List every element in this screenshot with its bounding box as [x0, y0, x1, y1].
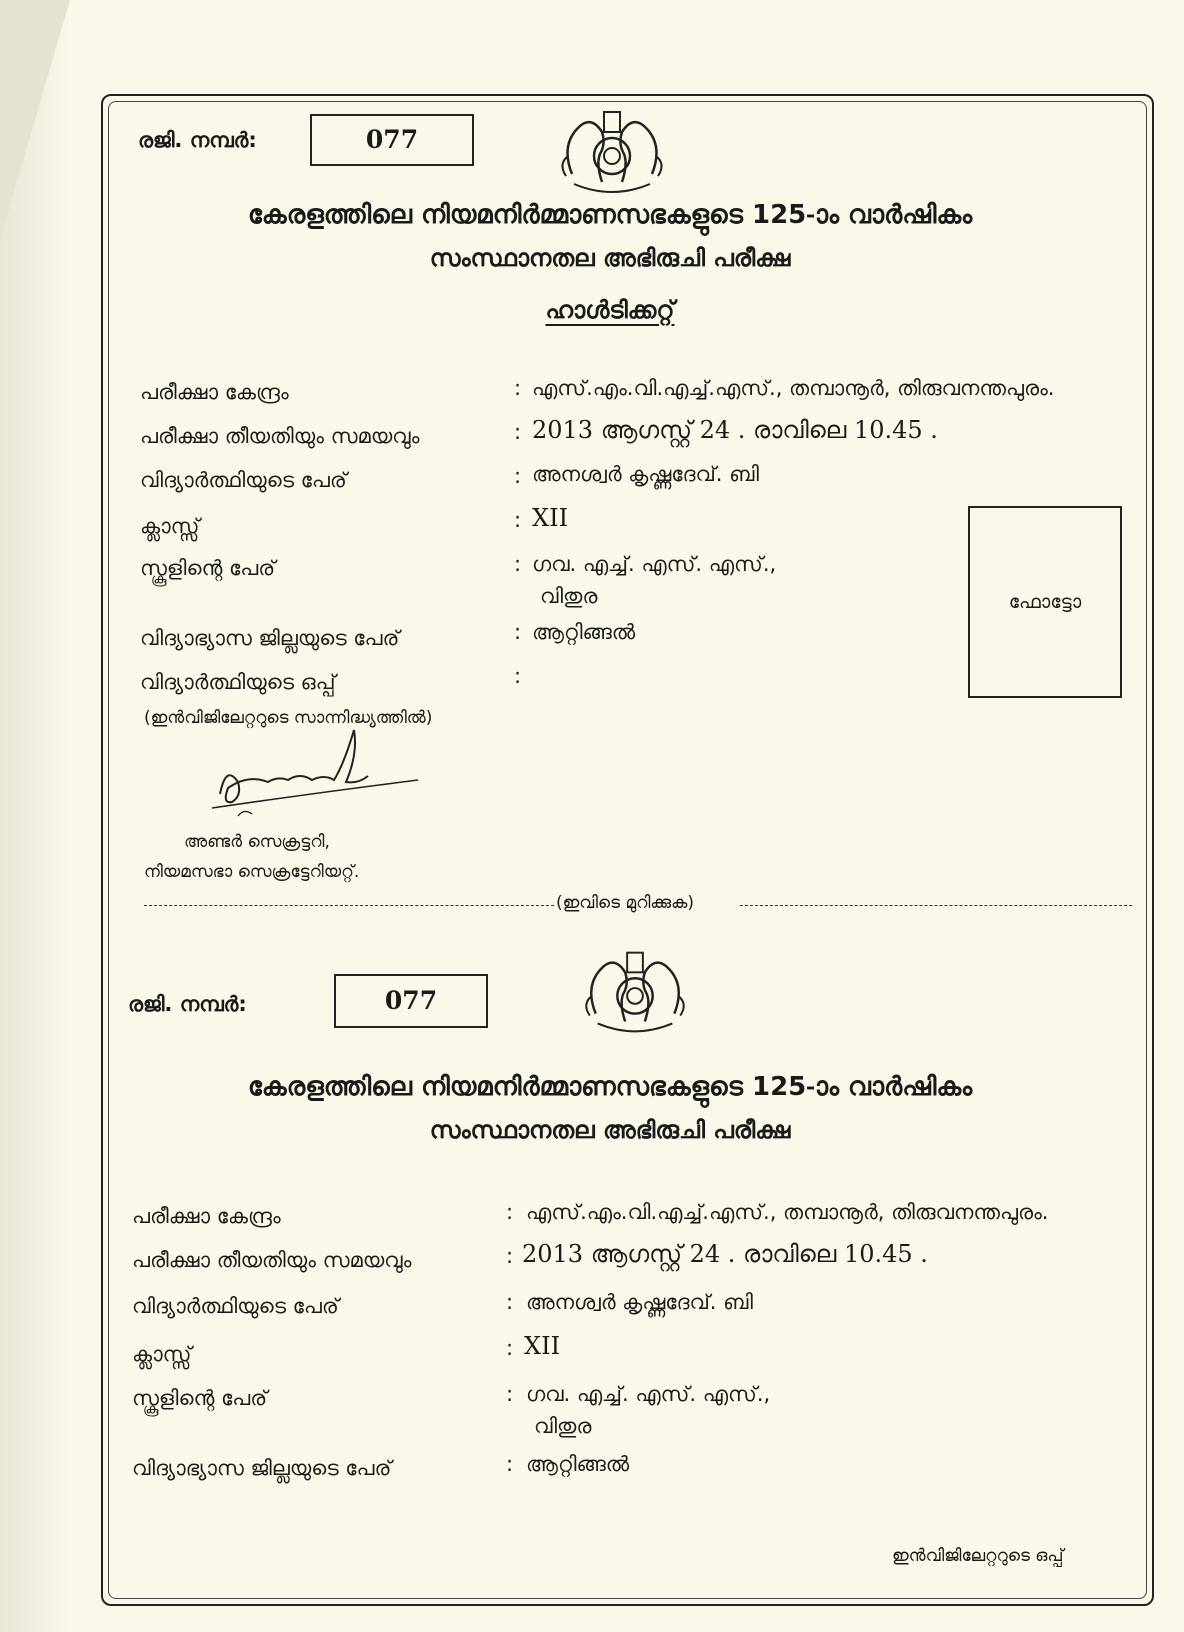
paper-fold-shadow [0, 0, 70, 1632]
cut-line-right [740, 905, 1132, 906]
reg-label: രജി. നമ്പർ: [138, 128, 257, 152]
label-school-name-copy: സ്കൂളിന്റെ പേര് [132, 1386, 268, 1410]
label-student-signature: വിദ്യാർത്ഥിയുടെ ഒപ്പ് [140, 670, 336, 694]
label-exam-centre: പരീക്ഷാ കേന്ദ്രം [140, 380, 289, 404]
value-school-place-copy: വിതുര [534, 1414, 592, 1438]
ticket-title-main-copy: കേരളത്തിലെ നിയമനിർമ്മാണസഭകളുടെ 125-ാം വാർഷികം [247, 1072, 973, 1102]
colon: : [506, 1200, 514, 1224]
value-exam-date-copy: 2013 ആഗസ്റ്റ് 24 . രാവിലെ 10.45 . [522, 1240, 928, 1268]
cut-here-label: (ഇവിടെ മുറിക്കുക) [556, 893, 694, 913]
colon: : [506, 1290, 514, 1314]
value-education-district: ആറ്റിങ്ങൽ [532, 620, 636, 644]
signature-note: (ഇൻവിജിലേറ്ററുടെ സാന്നിദ്ധ്യത്തിൽ) [144, 708, 433, 728]
label-education-district: വിദ്യാഭ്യാസ ജില്ലയുടെ പേര് [140, 626, 400, 650]
ticket-title-main: കേരളത്തിലെ നിയമനിർമ്മാണസഭകളുടെ 125-ാം വാർഷികം [247, 200, 973, 230]
value-class: XII [532, 504, 569, 532]
colon: : [514, 620, 522, 644]
kerala-emblem-copy [576, 944, 694, 1040]
value-education-district-copy: ആറ്റിങ്ങൽ [526, 1452, 630, 1476]
value-student-name: അനശ്വർ കൃഷ്ണദേവ്. ബി [532, 462, 759, 486]
value-student-name-copy: അനശ്വർ കൃഷ്ണദേവ്. ബി [526, 1290, 753, 1314]
label-exam-date-copy: പരീക്ഷാ തീയതിയും സമയവും [132, 1248, 412, 1272]
value-school-place: വിതുര [540, 584, 598, 608]
colon: : [514, 664, 522, 688]
label-education-district-copy: വിദ്യാഭ്യാസ ജില്ലയുടെ പേര് [132, 1456, 392, 1480]
ticket-subtitle: സംസ്ഥാനതല അഭിരുചി പരീക്ഷ [429, 244, 791, 272]
label-class: ക്ലാസ്സ് [140, 514, 200, 538]
hall-ticket-heading: ഹാൾടിക്കറ്റ് [545, 296, 675, 324]
paper-crease [0, 0, 70, 240]
colon: : [514, 420, 522, 444]
label-exam-centre-copy: പരീക്ഷാ കേന്ദ്രം [132, 1204, 281, 1228]
colon: : [506, 1452, 514, 1476]
colon: : [514, 464, 522, 488]
colon: : [514, 376, 522, 400]
colon: : [506, 1336, 514, 1360]
photo-box [968, 506, 1122, 698]
colon: : [514, 552, 522, 576]
cut-line-left [144, 905, 554, 906]
value-school-name-copy: ഗവ. എച്ച്. എസ്. എസ്., [526, 1382, 771, 1406]
label-school-name: സ്കൂളിന്റെ പേര് [140, 556, 276, 580]
value-school-name: ഗവ. എച്ച്. എസ്. എസ്., [532, 552, 777, 576]
value-class-copy: XII [524, 1332, 561, 1360]
signatory-office: നിയമസഭാ സെക്രട്ടേറിയറ്റ്. [144, 862, 360, 882]
signatory-designation: അണ്ടർ സെക്രട്ടറി, [184, 832, 330, 852]
reg-label-copy: രജി. നമ്പർ: [128, 992, 247, 1016]
invigilator-signature-label: ഇൻവിജിലേറ്ററുടെ ഒപ്പ് [892, 1546, 1064, 1566]
value-exam-date: 2013 ആഗസ്റ്റ് 24 . രാവിലെ 10.45 . [532, 416, 938, 444]
photo-label: ഫോട്ടോ [1008, 591, 1082, 613]
colon: : [514, 508, 522, 532]
value-exam-centre: എസ്.എം.വി.എച്ച്.എസ്., തമ്പാനൂർ, തിരുവനന്തപുരം. [532, 376, 1055, 400]
under-secretary-signature [208, 724, 428, 824]
label-class-copy: ക്ലാസ്സ് [132, 1342, 192, 1366]
reg-number-box: 077 [310, 114, 474, 166]
label-exam-date: പരീക്ഷാ തീയതിയും സമയവും [140, 424, 420, 448]
ticket-subtitle-copy: സംസ്ഥാനതല അഭിരുചി പരീക്ഷ [429, 1116, 791, 1144]
reg-number-box-copy: 077 [334, 974, 488, 1028]
label-student-name: വിദ്യാർത്ഥിയുടെ പേര് [140, 468, 347, 492]
colon: : [506, 1382, 514, 1406]
value-exam-centre-copy: എസ്.എം.വി.എച്ച്.എസ്., തമ്പാനൂർ, തിരുവനന്തപുരം. [526, 1200, 1049, 1224]
colon: : [506, 1244, 514, 1268]
kerala-emblem [552, 104, 672, 200]
label-student-name-copy: വിദ്യാർത്ഥിയുടെ പേര് [132, 1294, 339, 1318]
